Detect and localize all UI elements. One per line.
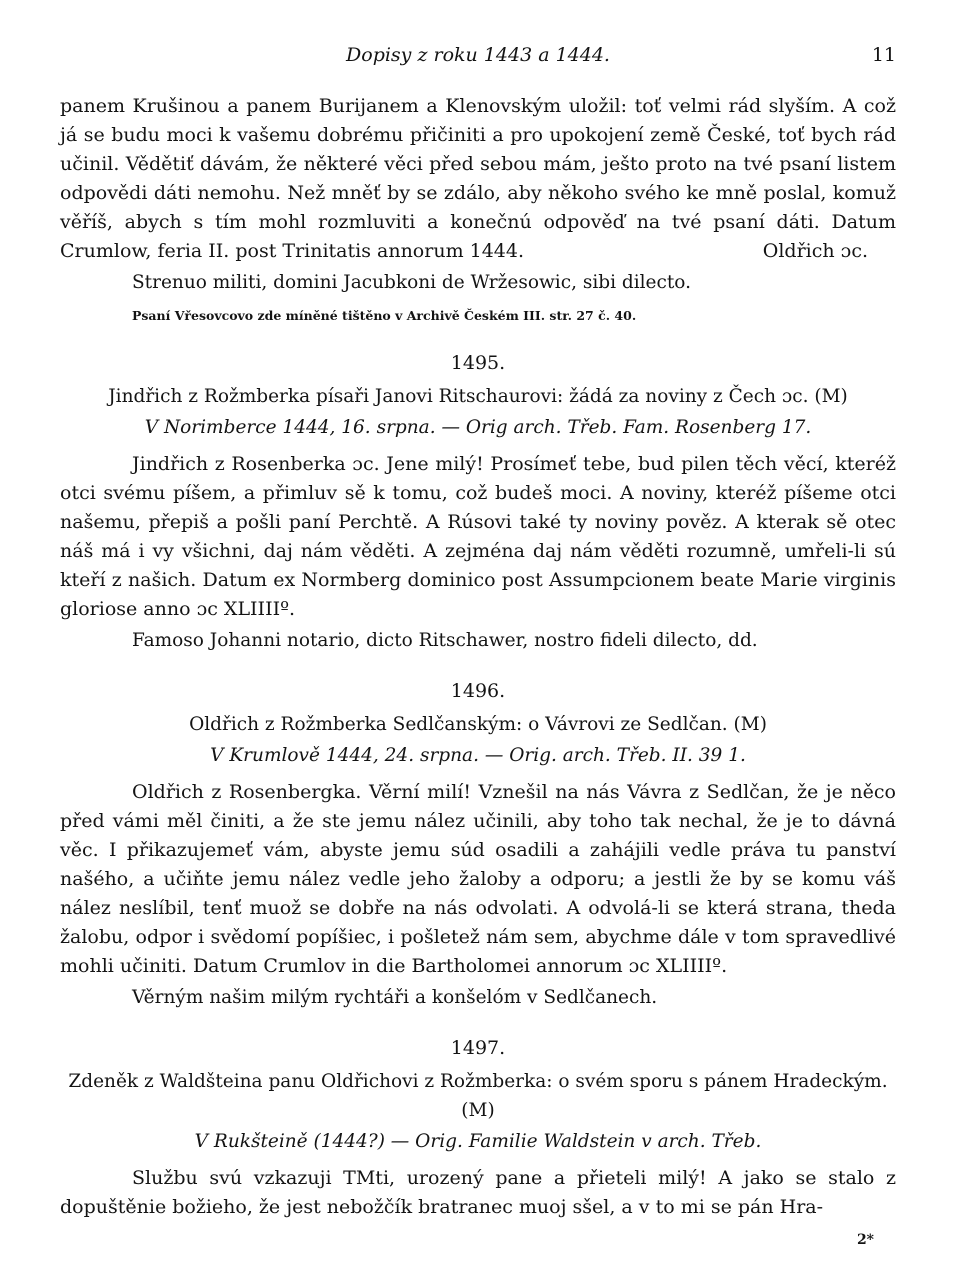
editorial-note: Psaní Vřesovcovo zde míněné tištěno v Archivě Českém III. str. 27 č. 40. (132, 308, 637, 323)
page-header (60, 44, 896, 74)
letter-number: 1497. (450, 1037, 506, 1059)
letter-address: Věrným našim milým rychtáři a konšelóm v Sedlčanech. (132, 987, 658, 1008)
running-title: Dopisy z roku 1443 a 1444. (346, 44, 610, 66)
page-number: 11 (871, 44, 896, 66)
letter-body: Oldřich z Rosenbergka. Věrní milí! Vznešil na nás Vávra z Sedlčan, že je něco před vámi měl činiti, a že ste jemu nález učinili, aby toho tak nechal, že je to dávná věc. I přikazujemeť vám, abyste jemu súd osadili a zahájili vedle práva tu panství našého, a učiňte jemu nález vedle jeho žaloby a odporu; a jestli že by se komu váš nález neslíbil, tenť muož se dobře na nás odvolati. A odvolá-li se která strana, theda žalobu, odpor i svědomí popíšiec, i pošletež nám sem, abychme dále v tom spravedlivé mohli učiniti. Datum Crumlov in die Bartholomei annorum ɔc XLIIIIº. (60, 781, 896, 977)
letter-summary: Zdeněk z Waldšteina panu Oldřichovi z Rožmberka: o svém sporu s pánem Hradeckým. (M) (68, 1071, 888, 1121)
letter-source: V Norimberce 1444, 16. srpna. — Orig arch. Třeb. Fam. Rosenberg 17. (144, 417, 812, 438)
letter-number: 1496. (450, 680, 506, 702)
letter-summary: Oldřich z Rožmberka Sedlčanským: o Vávrovi ze Sedlčan. (M) (189, 714, 767, 735)
signature-mark: 2* (856, 1232, 874, 1248)
letter-body: Jindřich z Rosenberka ɔc. Jene milý! Prosímeť tebe, bud pilen těch věcí, kteréž otci svému píšem, a přimluv sě k tomu, což budeš moci. A noviny, kteréž píšeme otci našemu, přepiš a pošli paní Perchtě. A Rúsovi také ty noviny pověz. A kterak sě otec náš má i vy všichni, daj nám věděti. A zejména daj nám věděti rozumně, umřeli-li sú kteří z našich. Datum ex Normberg dominico post Assumpcionem beate Marie virginis gloriose anno ɔc XLIIIIº. (60, 453, 896, 620)
letter-number: 1495. (450, 352, 506, 374)
page-body (60, 92, 896, 1255)
letter-summary: Jindřich z Rožmberka písaři Janovi Ritschaurovi: žádá za noviny z Čech ɔc. (M) (108, 386, 848, 407)
letter-source: V Rukšteině (1444?) — Orig. Familie Waldstein v arch. Třeb. (194, 1131, 762, 1152)
letter-continuation-text: panem Krušinou a panem Burijanem a Klenovským uložil: toť velmi rád slyším. A což já se budu moci k vašemu dobrému přičiniti a pro upokojení země České, toť bych rád učinil. Vědětiť dávám, že některé věci před sebou mám, ješto proto na tvé psaní listem odpovědi dáti nemohu. Než mněť by se zdálo, aby někoho svého ke mně poslal, komuž věříš, abych s tím mohl rozmluviti a konečnú odpověď na tvé psaní dáti. Datum Crumlow, feria II. post Trinitatis annorum 1444. (60, 95, 896, 262)
letter-address: Strenuo militi, domini Jacubkoni de Wržesowic, sibi dilecto. (132, 272, 691, 293)
letter-continuation (60, 92, 896, 266)
letter-signature: Oldřich ɔc. (762, 240, 868, 262)
letter-source: V Krumlově 1444, 24. srpna. — Orig. arch. Třeb. II. 39 1. (210, 745, 746, 766)
letter-body: Službu svú vzkazuji TMti, urozený pane a přieteli milý! A jako se stalo z dopuštěnie božieho, že jest nebožčík bratranec muoj sšel, a v to mi se pán Hra- (60, 1167, 896, 1218)
letter-address: Famoso Johanni notario, dicto Ritschawer, nostro fideli dilecto, dd. (132, 630, 758, 651)
